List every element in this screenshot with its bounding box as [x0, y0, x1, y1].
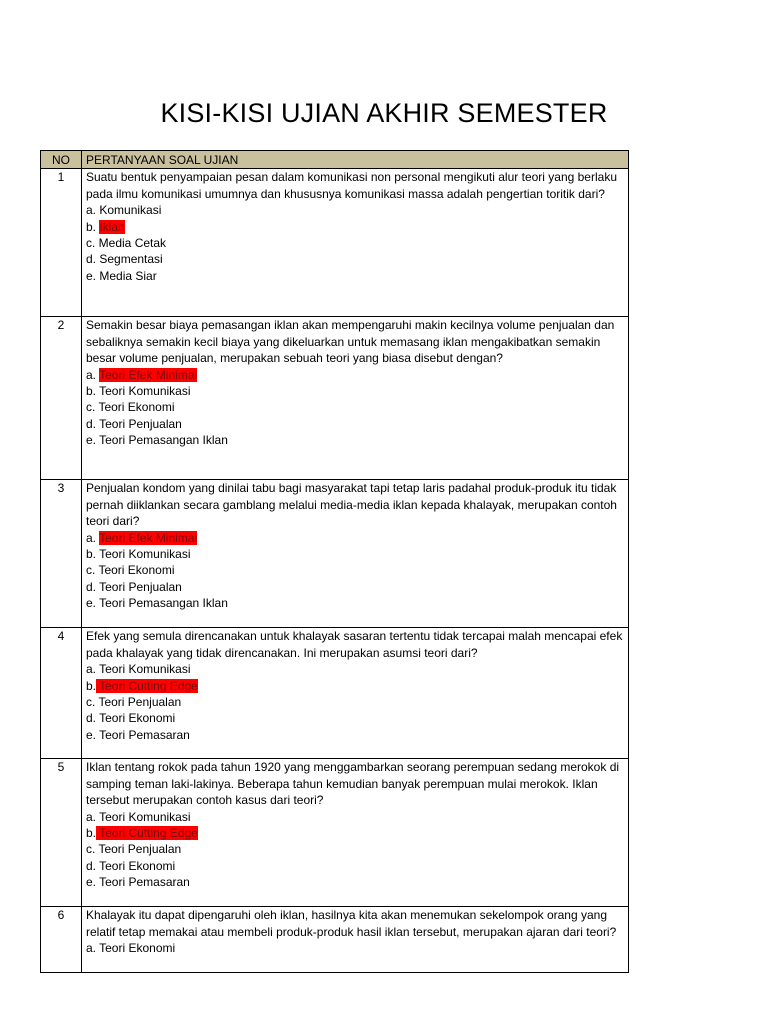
option-b — [86, 383, 624, 399]
question-cell — [82, 169, 629, 317]
option-text: Teori Ekonomi — [99, 858, 176, 873]
option-text: Teori Ekonomi — [99, 711, 176, 726]
option-text: Teori Ekonomi — [98, 400, 175, 415]
table-row — [41, 759, 629, 907]
option-prefix: c. — [86, 400, 99, 415]
option-text: Segmentasi — [99, 252, 163, 267]
table-row — [41, 480, 629, 628]
option-text: Teori Pemasangan Iklan — [99, 596, 228, 611]
option-prefix: d. — [86, 858, 100, 873]
option-text: Teori Penjualan — [99, 579, 182, 594]
option-prefix: b. — [86, 678, 97, 693]
option-prefix: a. — [86, 367, 100, 382]
option-text: Teori Penjualan — [98, 695, 182, 710]
option-prefix: c. — [86, 695, 99, 710]
option-a — [86, 530, 624, 546]
option-a — [86, 809, 624, 825]
option-e — [86, 432, 624, 448]
option-d — [86, 579, 624, 595]
option-prefix: c. — [86, 236, 99, 251]
option-prefix: a. — [86, 941, 100, 956]
question-cell — [82, 628, 629, 759]
row-number: 3 — [41, 480, 82, 628]
question-text: Efek yang semula direncanakan untuk khalayak sasaran tertentu tidak tercapai malah mencapai efek pada khalayak yang tidak direncanakan. Ini merupakan asumsi teori dari? — [86, 629, 623, 660]
question-text: Suatu bentuk penyampaian pesan dalam komunikasi non personal mengikuti alur teori yang berlaku pada ilmu komunikasi umumnya dan khususnya komunikasi massa adalah pengertian toritik dari? — [86, 170, 617, 201]
option-e — [86, 727, 624, 743]
option-text: Teori Penjualan — [98, 842, 182, 857]
option-prefix: a. — [86, 809, 100, 824]
option-d — [86, 416, 624, 432]
option-prefix: c. — [86, 563, 99, 578]
row-number: 6 — [41, 907, 82, 973]
option-e — [86, 595, 624, 611]
option-prefix: e. — [86, 727, 100, 742]
option-d — [86, 710, 624, 726]
option-e — [86, 268, 624, 284]
correct-answer-highlight: Teori Cutting Edge — [96, 678, 198, 693]
option-text: Teori Komunikasi — [99, 384, 191, 399]
table-row — [41, 628, 629, 759]
option-prefix: a. — [86, 203, 100, 218]
row-number: 2 — [41, 317, 82, 480]
correct-answer-highlight: Iklan — [99, 219, 125, 234]
row-number: 5 — [41, 759, 82, 907]
question-cell — [82, 759, 629, 907]
option-c — [86, 399, 624, 415]
option-c — [86, 694, 624, 710]
correct-answer-highlight: Teori Efek Minimal — [99, 530, 198, 545]
table-row — [41, 907, 629, 973]
question-cell — [82, 907, 629, 973]
question-table — [40, 150, 629, 973]
option-prefix: c. — [86, 842, 99, 857]
option-prefix: b. — [86, 219, 100, 234]
option-a — [86, 661, 624, 677]
option-prefix: e. — [86, 596, 100, 611]
row-number: 1 — [41, 169, 82, 317]
option-b — [86, 825, 624, 841]
page-title: KISI-KISI UJIAN AKHIR SEMESTER — [160, 98, 608, 128]
option-text: Media Siar — [99, 268, 157, 283]
option-d — [86, 251, 624, 267]
option-prefix: e. — [86, 433, 100, 448]
option-prefix: b. — [86, 547, 100, 562]
option-c — [86, 562, 624, 578]
option-d — [86, 858, 624, 874]
option-text: Teori Komunikasi — [99, 662, 191, 677]
option-prefix: d. — [86, 711, 100, 726]
row-number: 4 — [41, 628, 82, 759]
option-prefix: b. — [86, 384, 100, 399]
question-text: Khalayak itu dapat dipengaruhi oleh iklan, hasilnya kita akan menemukan sekelompok orang yang relatif tetap memakai atau membeli produk-produk hasil iklan tersebut, merupakan ajaran dari teori? — [86, 908, 617, 939]
option-text: Komunikasi — [99, 203, 162, 218]
option-prefix: b. — [86, 826, 97, 841]
option-e — [86, 874, 624, 890]
option-b — [86, 678, 624, 694]
question-text: Penjualan kondom yang dinilai tabu bagi masyarakat tapi tetap laris padahal produk-produk itu tidak pernah diiklankan secara gamblang melalui media-media iklan kepada khalayak, merupakan contoh teori dari? — [86, 481, 617, 529]
question-cell — [82, 480, 629, 628]
option-b — [86, 546, 624, 562]
option-text: Teori Komunikasi — [99, 809, 191, 824]
table-row — [41, 169, 629, 317]
option-prefix: a. — [86, 662, 100, 677]
header-question: PERTANYAAN SOAL UJIAN — [82, 151, 629, 169]
option-prefix: e. — [86, 875, 100, 890]
option-text: Teori Pemasangan Iklan — [99, 433, 228, 448]
option-b — [86, 219, 624, 235]
header-no: NO — [41, 151, 82, 169]
option-prefix: d. — [86, 579, 100, 594]
option-text: Teori Komunikasi — [99, 547, 191, 562]
option-text: Teori Pemasaran — [99, 727, 190, 742]
option-text: Teori Ekonomi — [99, 941, 176, 956]
option-prefix: e. — [86, 268, 100, 283]
question-text: Semakin besar biaya pemasangan iklan akan mempengaruhi makin kecilnya volume penjualan dan sebaliknya semakin kecil biaya yang dikeluarkan untuk memasang iklan mengakibatkan semakin besar volume penjualan, merupakan sebuah teori yang biasa disebut dengan? — [86, 318, 615, 366]
option-a — [86, 367, 624, 383]
correct-answer-highlight: Teori Cutting Edge — [96, 826, 198, 841]
option-c — [86, 235, 624, 251]
option-prefix: a. — [86, 530, 100, 545]
option-text: Teori Penjualan — [99, 416, 182, 431]
option-text: Teori Pemasaran — [99, 875, 190, 890]
option-prefix: d. — [86, 416, 100, 431]
table-header-row — [41, 151, 629, 169]
option-a — [86, 202, 624, 218]
option-c — [86, 841, 624, 857]
option-a — [86, 940, 624, 956]
option-text: Media Cetak — [98, 236, 167, 251]
question-text: Iklan tentang rokok pada tahun 1920 yang menggambarkan seorang perempuan sedang merokok di samping teman laki-lakinya. Beberapa tahun kemudian banyak perempuan mulai merokok. Iklan tersebut merupakan contoh kasus dari teori? — [86, 760, 620, 808]
correct-answer-highlight: Teori Efek Minimal — [99, 367, 198, 382]
table-row — [41, 317, 629, 480]
question-cell — [82, 317, 629, 480]
option-text: Teori Ekonomi — [98, 563, 175, 578]
option-prefix: d. — [86, 252, 100, 267]
